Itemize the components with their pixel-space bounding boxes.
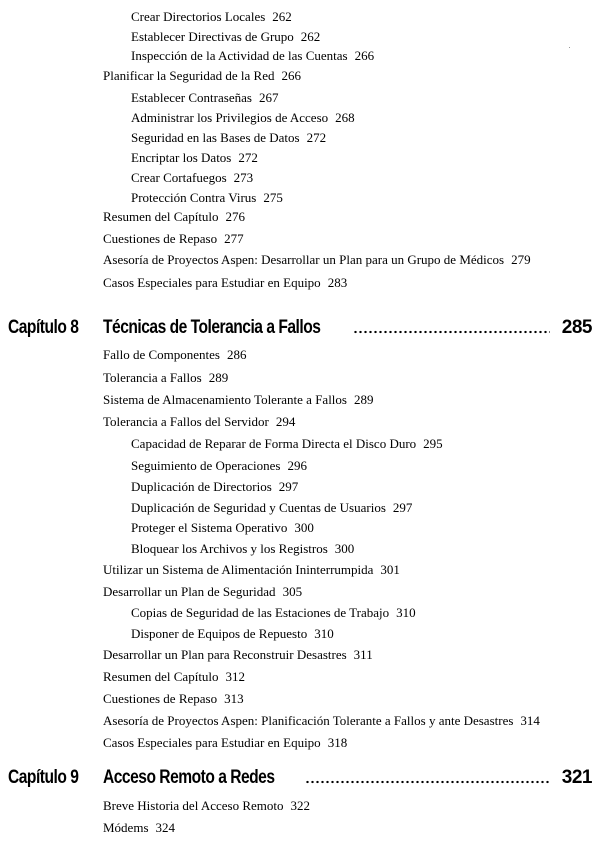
- toc-entry: [131, 130, 326, 146]
- toc-entry: [103, 275, 347, 291]
- chapter-number: Capítulo 9: [8, 767, 79, 788]
- toc-entry-page: 296: [287, 458, 307, 473]
- chapter-heading: [8, 766, 592, 790]
- toc-entry-page: 289: [208, 370, 229, 385]
- toc-entry-title: Disponer de Equipos de Repuesto: [131, 626, 308, 641]
- toc-entry-page: 272: [306, 130, 327, 145]
- toc-entry: [103, 647, 373, 663]
- toc-entry: [131, 110, 355, 126]
- toc-entry-title: Fallo de Componentes: [103, 347, 220, 362]
- toc-entry-page: 283: [327, 275, 348, 290]
- toc-entry-title: Duplicación de Directorios: [131, 479, 272, 494]
- toc-entry-title: Seguimiento de Operaciones: [131, 458, 281, 473]
- toc-entry-page: 310: [314, 626, 334, 641]
- toc-entry: [131, 29, 320, 45]
- toc-entry-page: 275: [263, 190, 283, 205]
- toc-entry: [103, 231, 244, 247]
- toc-entry-title: Administrar los Privilegios de Acceso: [131, 110, 329, 125]
- toc-entry-title: Asesoría de Proyectos Aspen: Planificación Tolerante a Fallos y ante Desastres: [103, 713, 514, 728]
- toc-entry-page: 272: [238, 150, 258, 165]
- chapter-heading: [8, 316, 592, 340]
- toc-entry-page: 277: [224, 231, 244, 246]
- toc-entry-title: Sistema de Almacenamiento Tolerante a Fallos: [103, 392, 347, 407]
- chapter-page: 285: [561, 317, 592, 338]
- toc-entry: [131, 541, 354, 557]
- toc-entry-page: 311: [353, 647, 373, 662]
- toc-entry-page: 297: [392, 500, 413, 515]
- toc-entry: [103, 820, 175, 836]
- toc-entry: [103, 347, 247, 363]
- toc-entry-page: 322: [290, 798, 311, 813]
- toc-entry-title: Desarrollar un Plan para Reconstruir Desastres: [103, 647, 347, 662]
- toc-entry: [103, 392, 373, 408]
- toc-entry-page: 300: [334, 541, 355, 556]
- toc-entry-page: 318: [327, 735, 348, 750]
- toc-entry-title: Capacidad de Reparar de Forma Directa el Disco Duro: [131, 436, 417, 451]
- toc-entry: [131, 605, 416, 621]
- toc-entry-title: Planificar la Seguridad de la Red: [103, 68, 275, 83]
- toc-entry-title: Protección Contra Virus: [131, 190, 257, 205]
- toc-entry-page: 286: [227, 347, 247, 362]
- toc-entry: [103, 209, 245, 225]
- toc-entry-title: Proteger el Sistema Operativo: [131, 520, 288, 535]
- toc-entry: [103, 370, 228, 386]
- toc-entry-page: 268: [335, 110, 355, 125]
- toc-entry-page: 314: [520, 713, 540, 728]
- toc-entry-title: Establecer Directivas de Grupo: [131, 29, 294, 44]
- toc-entry-page: 301: [380, 562, 400, 577]
- toc-entry: [131, 458, 307, 474]
- toc-entry-page: 295: [423, 436, 443, 451]
- toc-entry: [103, 562, 400, 578]
- toc-entry: [131, 436, 443, 452]
- toc-entry: [103, 68, 301, 84]
- toc-entry: [103, 584, 302, 600]
- toc-entry-title: Encriptar los Datos: [131, 150, 232, 165]
- toc-entry-title: Cuestiones de Repaso: [103, 231, 218, 246]
- toc-entry: [131, 90, 278, 106]
- toc-entry-page: 313: [224, 691, 244, 706]
- toc-entry-page: 310: [396, 605, 416, 620]
- toc-entry-page: 300: [294, 520, 314, 535]
- toc-entry-title: Copias de Seguridad de las Estaciones de Trabajo: [131, 605, 390, 620]
- toc-entry: [103, 713, 540, 729]
- toc-entry-title: Resumen del Capítulo: [103, 669, 219, 684]
- toc-entry-page: 276: [225, 209, 246, 224]
- toc-entry: [131, 520, 314, 536]
- toc-entry-title: Bloquear los Archivos y los Registros: [131, 541, 328, 556]
- toc-entry-page: 324: [155, 820, 175, 835]
- toc-entry-page: 297: [278, 479, 299, 494]
- toc-entry-page: 289: [353, 392, 374, 407]
- dot-leader: [353, 330, 550, 334]
- toc-entry: [131, 479, 298, 495]
- toc-entry-title: Asesoría de Proyectos Aspen: Desarrollar un Plan para un Grupo de Médicos: [103, 252, 505, 267]
- toc-entry-title: Casos Especiales para Estudiar en Equipo: [103, 735, 321, 750]
- toc-entry-title: Cuestiones de Repaso: [103, 691, 218, 706]
- chapter-title: Acceso Remoto a Redes: [103, 767, 275, 788]
- toc-entry-page: 266: [281, 68, 301, 83]
- toc-entry-title: Tolerancia a Fallos: [103, 370, 202, 385]
- toc-entry-title: Crear Cortafuegos: [131, 170, 227, 185]
- toc-entry-title: Resumen del Capítulo: [103, 209, 219, 224]
- toc-entry-page: 273: [233, 170, 254, 185]
- toc-entry: [103, 252, 531, 268]
- toc-entry-page: 305: [282, 584, 303, 599]
- toc-entry-page: 294: [275, 414, 296, 429]
- toc-entry: [131, 48, 374, 64]
- toc-entry-title: Inspección de la Actividad de las Cuentas: [131, 48, 348, 63]
- toc-entry: [131, 150, 258, 166]
- toc-entry-title: Módems: [103, 820, 149, 835]
- dot-leader: [305, 780, 550, 784]
- toc-entry-page: 262: [272, 9, 292, 24]
- toc-entry-title: Crear Directorios Locales: [131, 9, 266, 24]
- toc-entry: [131, 190, 283, 206]
- toc-entry: [131, 9, 292, 25]
- toc-entry-page: 266: [354, 48, 375, 63]
- chapter-number: Capítulo 8: [8, 317, 79, 338]
- toc-entry: [103, 414, 295, 430]
- toc-entry: [103, 735, 347, 751]
- toc-entry: [103, 669, 245, 685]
- toc-entry-page: 279: [511, 252, 531, 267]
- toc-entry-title: Breve Historia del Acceso Remoto: [103, 798, 284, 813]
- toc-entry-title: Seguridad en las Bases de Datos: [131, 130, 300, 145]
- toc-entry-page: 267: [258, 90, 279, 105]
- toc-entry: [131, 500, 412, 516]
- scan-speck: [569, 47, 570, 48]
- toc-entry-title: Desarrollar un Plan de Seguridad: [103, 584, 276, 599]
- chapter-page: 321: [561, 767, 592, 788]
- chapter-title: Técnicas de Tolerancia a Fallos: [103, 317, 321, 338]
- toc-entry: [131, 170, 253, 186]
- toc-entry-title: Duplicación de Seguridad y Cuentas de Usuarios: [131, 500, 386, 515]
- toc-entry: [103, 798, 310, 814]
- toc-entry-page: 312: [225, 669, 246, 684]
- toc-entry-title: Casos Especiales para Estudiar en Equipo: [103, 275, 321, 290]
- toc-entry-title: Utilizar un Sistema de Alimentación Ininterrumpida: [103, 562, 374, 577]
- toc-entry-title: Establecer Contraseñas: [131, 90, 252, 105]
- toc-entry: [103, 691, 244, 707]
- toc-entry: [131, 626, 334, 642]
- toc-entry-title: Tolerancia a Fallos del Servidor: [103, 414, 269, 429]
- toc-entry-page: 262: [300, 29, 321, 44]
